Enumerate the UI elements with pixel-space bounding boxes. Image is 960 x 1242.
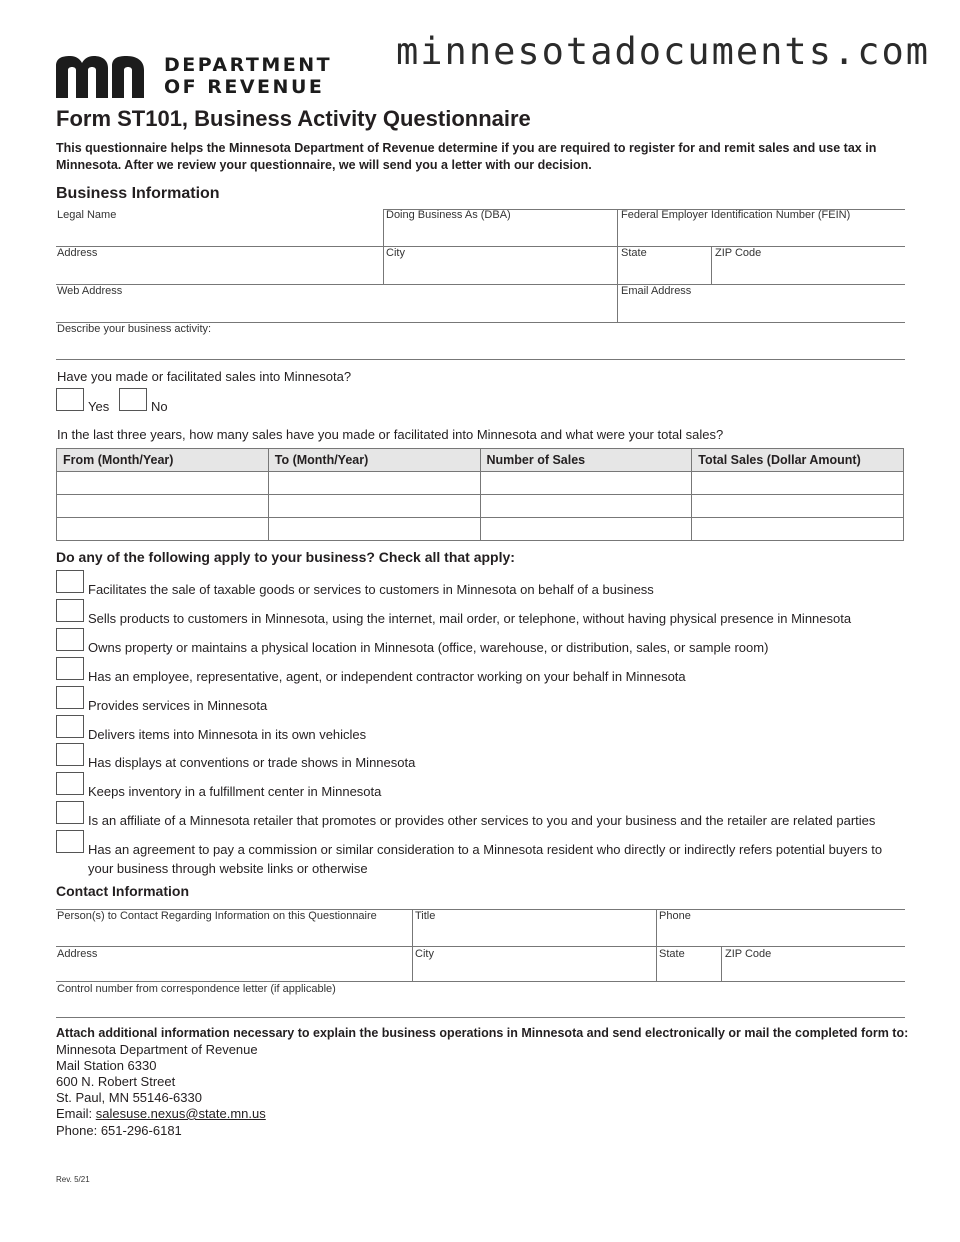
table-cell[interactable] (268, 472, 480, 495)
table-cell[interactable] (57, 518, 269, 541)
sales-question: Have you made or facilitated sales into Minnesota? (57, 369, 352, 384)
apply-checkbox[interactable] (56, 801, 84, 824)
yes-checkbox[interactable] (56, 388, 84, 411)
divider (412, 909, 413, 981)
divider (711, 246, 712, 284)
apply-item-label: Has displays at conventions or trade shows in Minnesota (88, 755, 416, 770)
table-header-row (57, 449, 904, 472)
logo-text (164, 54, 332, 98)
apply-heading: Do any of the following apply to your business? Check all that apply: (56, 549, 515, 565)
address-field[interactable]: Address (57, 247, 98, 259)
no-label: No (151, 399, 168, 414)
divider (383, 209, 384, 284)
contact-info-heading: Contact Information (56, 883, 189, 899)
contact-address-field[interactable]: Address (57, 948, 98, 960)
contact-phone-field[interactable]: Phone (659, 910, 691, 922)
address-line: Minnesota Department of Revenue (56, 1042, 258, 1057)
intro-text: This questionnaire helps the Minnesota Department of Revenue determine if you are required to register for and remit sales and use tax in Minnesota. After we review your questionnaire, we will send you a letter with our decision. (56, 141, 877, 172)
contact-city-field[interactable]: City (415, 948, 434, 960)
contact-zip-field[interactable]: ZIP Code (725, 948, 772, 960)
apply-item-label: Delivers items into Minnesota in its own vehicles (88, 727, 367, 742)
mailing-address (56, 1042, 266, 1139)
divider (56, 359, 905, 360)
phone-line: Phone: 651-296-6181 (56, 1123, 182, 1138)
apply-checkbox[interactable] (56, 628, 84, 651)
divider (56, 246, 905, 247)
apply-checkbox[interactable] (56, 772, 84, 795)
table-cell[interactable] (692, 472, 904, 495)
apply-item-label: Facilitates the sale of taxable goods or services to customers in Minnesota on behalf of a business (88, 582, 654, 597)
apply-item-label: Keeps inventory in a fulfillment center in Minnesota (88, 784, 382, 799)
column-header: Total Sales (Dollar Amount) (692, 449, 904, 472)
apply-item-label: Has an employee, representative, agent, or independent contractor working on your behalf in Minnesota (88, 669, 686, 684)
apply-item-label: Sells products to customers in Minnesota, using the internet, mail order, or telephone, without having physical presence in Minnesota (88, 611, 852, 626)
divider (56, 1017, 905, 1018)
divider (56, 946, 905, 947)
apply-item-label: Provides services in Minnesota (88, 698, 268, 713)
contact-person-field[interactable]: Person(s) to Contact Regarding Information on this Questionnaire (57, 910, 377, 922)
table-cell[interactable] (57, 472, 269, 495)
contact-title-field[interactable]: Title (415, 910, 436, 922)
divider (56, 981, 905, 982)
attach-instructions: Attach additional information necessary to explain the business operations in Minnesota and send electronically or mail the completed form to: (56, 1026, 909, 1040)
contact-state-field[interactable]: State (659, 948, 685, 960)
form-title: Form ST101, Business Activity Questionnaire (56, 106, 531, 131)
logo-line-2: OF REVENUE (164, 76, 325, 98)
table-row (57, 518, 904, 541)
apply-checkbox[interactable] (56, 686, 84, 709)
apply-checkbox[interactable] (56, 599, 84, 622)
divider (617, 209, 618, 322)
department-of-revenue-logo (56, 54, 336, 100)
yes-label: Yes (88, 399, 110, 414)
revision-date: Rev. 5/21 (56, 1175, 90, 1184)
mn-logo-icon (56, 56, 156, 100)
email-label: Email: (56, 1106, 96, 1121)
apply-item-label: Is an affiliate of a Minnesota retailer that promotes or provides other services to you and your business and the retailer are related parties (88, 813, 876, 828)
table-cell[interactable] (692, 518, 904, 541)
apply-item-label: Has an agreement to pay a commission or similar consideration to a Minnesota resident who directly or indirectly refers potential buyers to your business through website links or otherwise (88, 842, 883, 876)
dba-field[interactable]: Doing Business As (DBA) (386, 209, 511, 221)
apply-checkbox[interactable] (56, 743, 84, 766)
apply-item-label: Owns property or maintains a physical location in Minnesota (office, warehouse, or distribution, sales, or sample room) (88, 640, 769, 655)
table-cell[interactable] (268, 518, 480, 541)
state-field[interactable]: State (621, 247, 647, 259)
table-cell[interactable] (480, 472, 692, 495)
address-line: 600 N. Robert Street (56, 1074, 176, 1089)
address-line: Mail Station 6330 (56, 1058, 157, 1073)
column-header: To (Month/Year) (268, 449, 480, 472)
sales-table-question: In the last three years, how many sales have you made or facilitated into Minnesota and what were your total sales? (57, 427, 724, 442)
table-row (57, 495, 904, 518)
web-address-field[interactable]: Web Address (57, 285, 123, 297)
no-checkbox[interactable] (119, 388, 147, 411)
table-cell[interactable] (480, 495, 692, 518)
control-number-field[interactable]: Control number from correspondence letter (if applicable) (57, 983, 336, 995)
fein-field[interactable]: Federal Employer Identification Number (FEIN) (621, 209, 851, 221)
divider (56, 284, 905, 285)
email-line (56, 1106, 266, 1122)
divider (656, 909, 657, 981)
zip-field[interactable]: ZIP Code (715, 247, 762, 259)
business-info-heading: Business Information (56, 185, 220, 202)
email-link[interactable]: salesuse.nexus@state.mn.us (95, 1106, 266, 1121)
business-activity-field[interactable]: Describe your business activity: (57, 323, 212, 335)
table-cell[interactable] (57, 495, 269, 518)
city-field[interactable]: City (386, 247, 405, 259)
divider (721, 946, 722, 981)
legal-name-field[interactable]: Legal Name (57, 209, 117, 221)
sales-table (56, 448, 904, 541)
logo-line-1: DEPARTMENT (164, 54, 333, 76)
table-cell[interactable] (268, 495, 480, 518)
table-cell[interactable] (692, 495, 904, 518)
apply-checkbox[interactable] (56, 657, 84, 680)
column-header: From (Month/Year) (57, 449, 269, 472)
email-field[interactable]: Email Address (621, 285, 692, 297)
watermark: minnesotadocuments.com (396, 30, 931, 73)
apply-checkbox[interactable] (56, 570, 84, 593)
table-cell[interactable] (480, 518, 692, 541)
column-header: Number of Sales (480, 449, 692, 472)
address-line: St. Paul, MN 55146-6330 (56, 1090, 202, 1105)
apply-checkbox[interactable] (56, 715, 84, 738)
table-row (57, 472, 904, 495)
apply-checkbox[interactable] (56, 830, 84, 853)
